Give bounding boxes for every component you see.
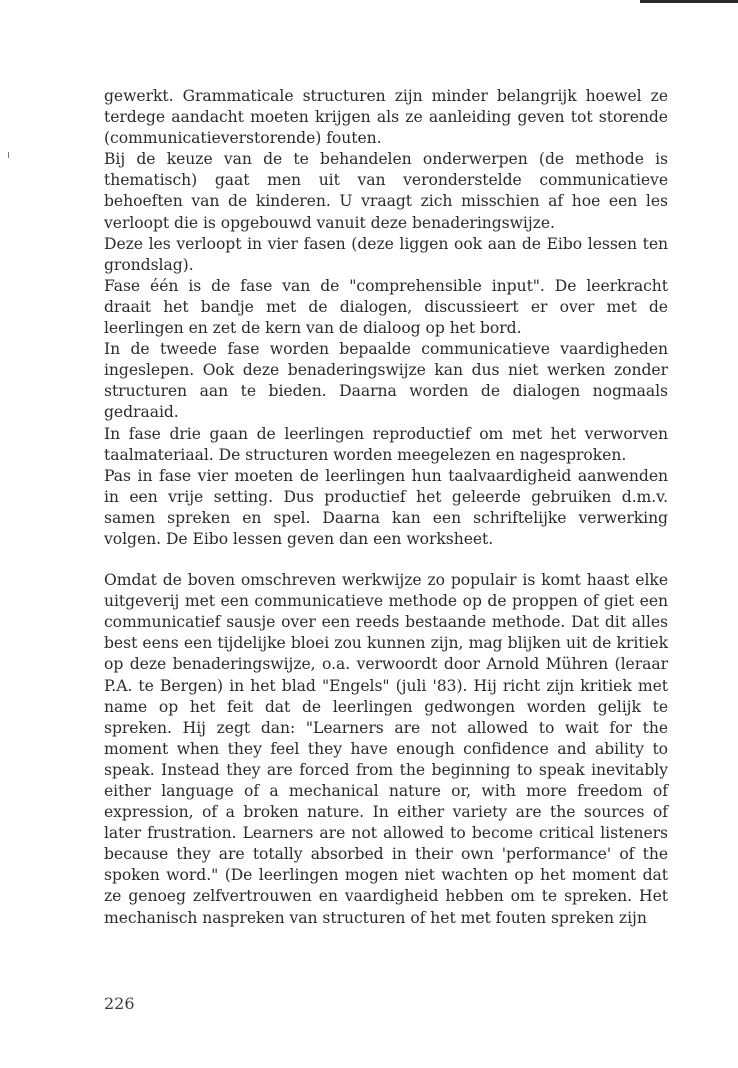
body-text (104, 86, 668, 929)
paragraph-3: Deze les verloopt in vier fasen (deze liggen ook aan de Eibo lessen ten grondslag). (104, 234, 668, 274)
page-number: 226 (104, 994, 135, 1013)
paragraph-4: Fase één is de fase van de "comprehensible input". De leerkracht draait het bandje met de dialogen, discussieert er over met de leerlingen en zet de kern van de dialoog op het bord. (104, 276, 668, 338)
paragraph-7: Pas in fase vier moeten de leerlingen hun taalvaardigheid aanwenden in een vrije setting. Dus productief het geleerde gebruiken d.m.v. samen spreken en spel. Daarna kan een schriftelijke verwerking volgen. De Eibo lessen geven dan een worksheet. (104, 466, 668, 548)
paragraph-5: In de tweede fase worden bepaalde communicatieve vaardigheden ingeslepen. Ook deze benaderingswijze kan dus niet werken zonder structuren aan te bieden. Daarna worden de dialogen nogmaals gedraaid. (104, 340, 668, 422)
paragraph-1: gewerkt. Grammaticale structuren zijn minder belangrijk hoewel ze terdege aandacht moeten krijgen als ze aanleiding geven tot storende (communicatieverstorende) fouten. (104, 87, 668, 148)
paragraph-gap (104, 550, 668, 570)
top-edge-rule (640, 0, 738, 3)
paragraph-6: In fase drie gaan de leerlingen reproductief om met het verworven taalmateriaal. De structuren worden meegelezen en nagesproken. (104, 424, 668, 464)
margin-mark (8, 152, 9, 158)
paragraph-2: Bij de keuze van de te behandelen onderwerpen (de methode is thematisch) gaat men uit van veronderstelde communicatieve behoeften van de kinderen. U vraagt zich misschien af hoe een les verloopt die is opgebouwd vanuit deze benaderingswijze. (104, 150, 668, 232)
paragraph-8: Omdat de boven omschreven werkwijze zo populair is komt haast elke uitgeverij met een communicatieve methode op de proppen of giet een communicatief sausje over een reeds bestaande methode. Dat dit alles best eens een tijdelijke bloei zou kunnen zijn, mag blijken uit de kritiek op deze benaderingswijze, o.a. verwoordt door Arnold Mühren (leraar P.A. te Bergen) in het blad "Engels" (juli '83). Hij richt zijn kritiek met name op het feit dat de leerlingen gedwongen worden gelijk te spreken. Hij zegt dan: "Learners are not allowed to wait for the moment when they feel they have enough confidence and ability to speak. Instead they are forced from the beginning to speak inevitably either language of a mechanical nature or, with more freedom of expression, of a broken nature. In either variety are the sources of later frustration. Learners are not allowed to become critical listeners because they are totally absorbed in their own 'performance' of the spoken word." (De leerlingen mogen niet wachten op het moment dat ze genoeg zelfvertrouwen en vaardigheid hebben om te spreken. Het mechanisch naspreken van structuren of het met fouten spreken zijn (104, 571, 668, 927)
